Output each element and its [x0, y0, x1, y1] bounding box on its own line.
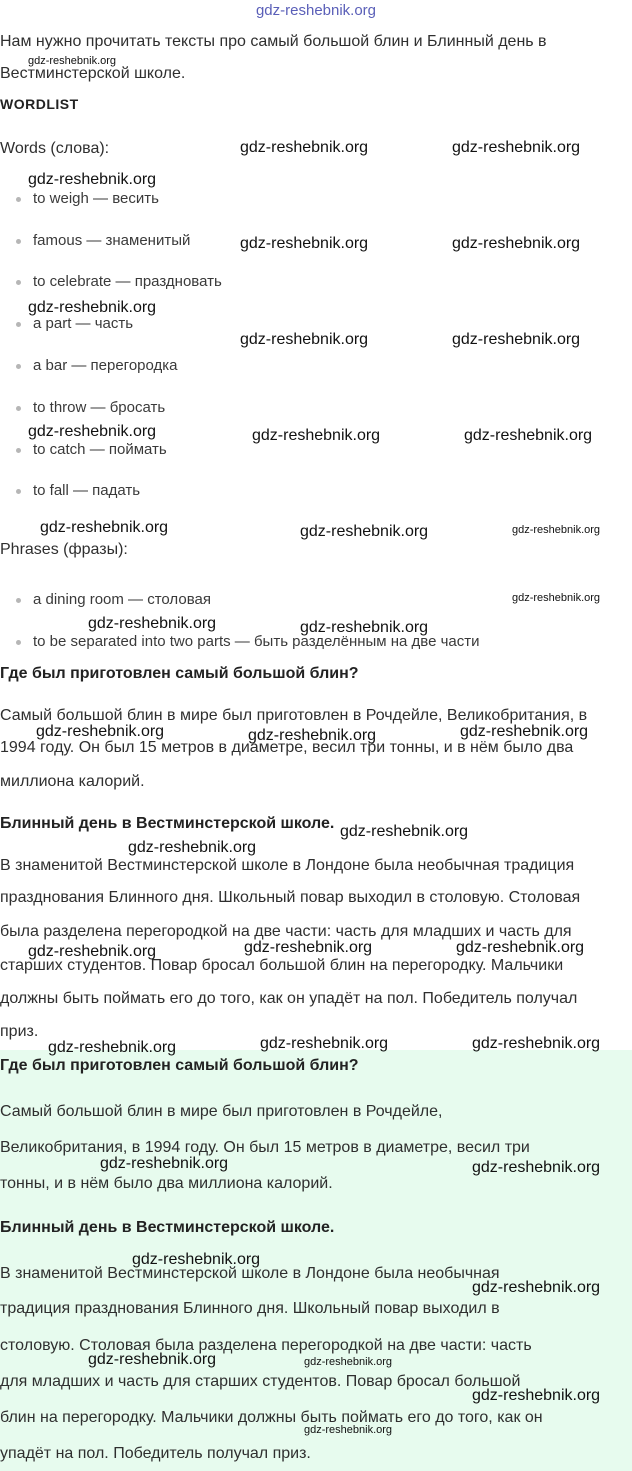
intro-line: Вестминстерской школе. [0, 65, 186, 82]
wordlist-title: WORDLIST [0, 96, 79, 112]
bullet-icon [16, 598, 21, 603]
phrases-label: Phrases (фразы): [0, 541, 128, 558]
watermark: gdz-reshebnik.org [240, 331, 369, 348]
bullet-icon [16, 489, 21, 494]
answer-line: миллиона калорий. [0, 773, 145, 790]
answer-line: 1994 году. Он был 15 метров в диаметре, весил три тонны, и в нём было два [0, 739, 574, 756]
watermark: gdz-reshebnik.org [40, 519, 169, 536]
word-item: to weigh — весить [33, 189, 159, 209]
watermark: gdz-reshebnik.org [452, 235, 581, 252]
watermark: gdz-reshebnik.org [472, 1035, 601, 1052]
watermark: gdz-reshebnik.org [128, 839, 257, 856]
watermark: gdz-reshebnik.org [248, 727, 377, 744]
translation-line: упадёт на пол. Победитель получал приз. [0, 1445, 311, 1462]
site-header-link[interactable]: gdz-reshebnik.org [255, 2, 377, 19]
watermark: gdz-reshebnik.org [36, 723, 165, 740]
watermark: gdz-reshebnik.org [252, 427, 381, 444]
bullet-icon [16, 364, 21, 369]
bullet-icon [16, 640, 21, 645]
bullet-icon [16, 239, 21, 244]
watermark: gdz-reshebnik.org [300, 619, 429, 636]
watermark: gdz-reshebnik.org [452, 139, 581, 156]
word-item: a bar — перегородка [33, 356, 178, 376]
question-heading: Где был приготовлен самый большой блин? [0, 665, 359, 682]
word-item: famous — знаменитый [33, 231, 190, 251]
watermark: gdz-reshebnik.org [28, 171, 157, 188]
translation-question-heading: Где был приготовлен самый большой блин? [0, 1057, 359, 1074]
translation-line: столовую. Столовая была разделена перегородкой на две части: часть [0, 1337, 532, 1354]
answer-line: Самый большой блин в мире был приготовлен в Рочдейле, Великобритания, в [0, 707, 588, 724]
word-item: to fall — падать [33, 481, 140, 501]
translation-line: для младших и часть для старших студентов. Повар бросал большой [0, 1373, 521, 1390]
watermark: gdz-reshebnik.org [460, 723, 589, 740]
translation-section-heading: Блинный день в Вестминстерской школе. [0, 1219, 335, 1236]
watermark: gdz-reshebnik.org [340, 823, 469, 840]
answer-line: приз. [0, 1023, 39, 1040]
translation-line: В знаменитой Вестминстерской школе в Лондоне была необычная [0, 1265, 500, 1282]
section-heading: Блинный день в Вестминстерской школе. [0, 815, 335, 832]
bullet-icon [16, 406, 21, 411]
watermark: gdz-reshebnik.org [304, 1356, 393, 1368]
translation-line: блин на перегородку. Мальчики должны быть поймать его до того, как он [0, 1409, 543, 1426]
watermark: gdz-reshebnik.org [464, 427, 593, 444]
watermark: gdz-reshebnik.org [472, 1159, 601, 1176]
bullet-icon [16, 448, 21, 453]
watermark: gdz-reshebnik.org [240, 139, 369, 156]
watermark: gdz-reshebnik.org [28, 55, 117, 67]
answer-line: должны быть поймать его до того, как он упадёт на пол. Победитель получал [0, 990, 578, 1007]
watermark: gdz-reshebnik.org [300, 523, 429, 540]
words-label: Words (слова): [0, 140, 110, 157]
watermark: gdz-reshebnik.org [512, 524, 601, 536]
answer-line: была разделена перегородкой на две части: часть для младших и часть для [0, 923, 572, 940]
word-item: to catch — поймать [33, 440, 167, 460]
watermark: gdz-reshebnik.org [512, 592, 601, 604]
answer-line: старших студентов. Повар бросал большой блин на перегородку. Мальчики [0, 957, 564, 974]
watermark: gdz-reshebnik.org [28, 423, 157, 440]
watermark: gdz-reshebnik.org [452, 331, 581, 348]
bullet-icon [16, 280, 21, 285]
watermark: gdz-reshebnik.org [48, 1039, 177, 1056]
watermark: gdz-reshebnik.org [472, 1387, 601, 1404]
word-item: a part — часть [33, 314, 133, 334]
intro-line: Нам нужно прочитать тексты про самый большой блин и Блинный день в [0, 33, 547, 50]
translation-line: традиция празднования Блинного дня. Школьный повар выходил в [0, 1300, 500, 1317]
translation-line: тонны, и в нём было два миллиона калорий. [0, 1175, 333, 1192]
watermark: gdz-reshebnik.org [244, 939, 373, 956]
watermark: gdz-reshebnik.org [304, 1424, 393, 1436]
answer-line: В знаменитой Вестминстерской школе в Лондоне была необычная традиция [0, 857, 575, 874]
watermark: gdz-reshebnik.org [132, 1251, 261, 1268]
phrase-item: to be separated into two parts — быть разделённым на две части [33, 632, 480, 652]
watermark: gdz-reshebnik.org [240, 235, 369, 252]
phrase-item: a dining room — столовая [33, 590, 211, 610]
watermark: gdz-reshebnik.org [28, 299, 157, 316]
translation-line: Великобритания, в 1994 году. Он был 15 метров в диаметре, весил три [0, 1139, 530, 1156]
answer-line: празднования Блинного дня. Школьный повар выходил в столовую. Столовая [0, 889, 581, 906]
watermark: gdz-reshebnik.org [88, 615, 217, 632]
word-item: to celebrate — праздновать [33, 272, 222, 292]
watermark: gdz-reshebnik.org [472, 1279, 601, 1296]
bullet-icon [16, 197, 21, 202]
watermark: gdz-reshebnik.org [88, 1351, 217, 1368]
translation-line: Самый большой блин в мире был приготовлен в Рочдейле, [0, 1103, 443, 1120]
watermark: gdz-reshebnik.org [100, 1155, 229, 1172]
bullet-icon [16, 322, 21, 327]
word-item: to throw — бросать [33, 398, 165, 418]
watermark: gdz-reshebnik.org [260, 1035, 389, 1052]
watermark: gdz-reshebnik.org [28, 943, 157, 960]
watermark: gdz-reshebnik.org [456, 939, 585, 956]
